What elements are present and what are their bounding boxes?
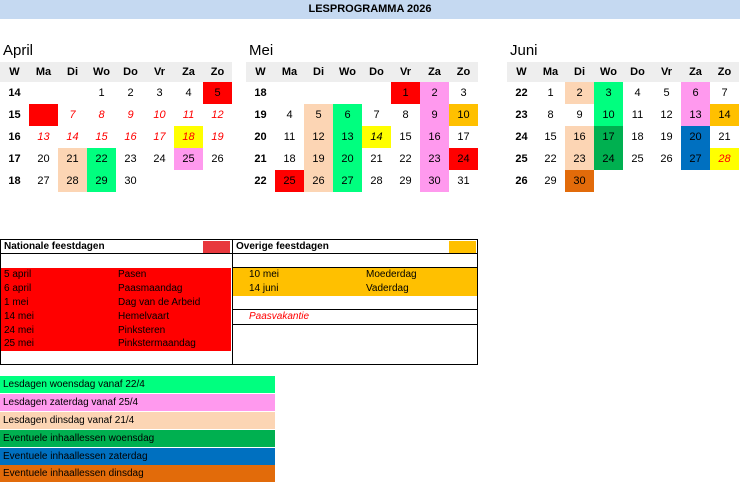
page-title: LESPROGRAMMA 2026 [0, 0, 740, 19]
weekday-header: Di [304, 62, 333, 82]
day-cell: 3 [594, 82, 623, 104]
day-cell: 16 [124, 131, 137, 143]
day-cell: 27 [681, 148, 710, 170]
day-cell: 5 [203, 82, 232, 104]
week-row [246, 126, 478, 148]
note-row [233, 309, 477, 325]
day-cell: 13 [681, 104, 710, 126]
week-number: 25 [515, 153, 528, 165]
week-row [0, 170, 232, 192]
weekday-header: Di [565, 62, 594, 82]
day-cell: 23 [124, 153, 137, 165]
week-number: 26 [515, 175, 528, 187]
holiday-date: 25 mei [4, 338, 35, 349]
holiday-name: Moederdag [366, 269, 417, 280]
holiday-date: 14 juni [249, 283, 279, 294]
day-cell: 14 [710, 104, 739, 126]
weekday-header: Wo [333, 62, 362, 82]
day-cell: 4 [185, 87, 192, 99]
weekday-header: Do [623, 62, 652, 82]
day-cell [681, 170, 710, 192]
day-cell: 17 [153, 131, 166, 143]
week-row [507, 170, 739, 192]
day-cell [304, 82, 333, 104]
day-cell: 7 [373, 109, 380, 121]
calendar-table [246, 62, 478, 192]
day-cell: 21 [58, 148, 87, 170]
day-cell: 17 [594, 126, 623, 148]
day-cell [623, 170, 652, 192]
weekday-header: Vr [391, 62, 420, 82]
national-holidays-box [1, 240, 233, 364]
holiday-date: 10 mei [249, 269, 280, 280]
weekday-header: Za [174, 62, 203, 82]
day-cell: 2 [420, 82, 449, 104]
weekday-header: Za [681, 62, 710, 82]
day-cell: 1 [547, 87, 554, 99]
weekday-header-row [0, 62, 232, 82]
day-cell: 11 [182, 109, 195, 121]
week-row [246, 170, 478, 192]
legend-item: Lesdagen dinsdag vanaf 21/4 [0, 412, 275, 429]
day-cell: 19 [660, 131, 673, 143]
day-cell: 12 [660, 109, 673, 121]
week-number: 15 [8, 109, 21, 121]
day-cell: 29 [87, 170, 116, 192]
day-cell: 6 [681, 82, 710, 104]
weekday-header: W [246, 62, 275, 82]
day-cell: 24 [594, 148, 623, 170]
day-cell: 5 [663, 87, 670, 99]
holiday-name: Paasmaandag [118, 283, 183, 294]
holiday-date: 24 mei [4, 325, 35, 336]
day-cell: 19 [211, 131, 224, 143]
national-holidays-swatch [203, 241, 230, 253]
holiday-date: 6 april [4, 283, 32, 294]
week-number: 21 [254, 153, 267, 165]
month-juni [507, 40, 739, 192]
weekday-header: Do [116, 62, 145, 82]
day-cell: 20 [333, 148, 362, 170]
day-cell: 15 [399, 131, 412, 143]
day-cell: 12 [211, 109, 224, 121]
day-cell: 8 [402, 109, 409, 121]
day-cell: 28 [370, 175, 383, 187]
weekday-header: W [0, 62, 29, 82]
day-cell: 22 [399, 153, 412, 165]
day-cell: 28 [58, 170, 87, 192]
week-number: 16 [8, 131, 21, 143]
day-cell: 26 [211, 153, 224, 165]
week-row [507, 126, 739, 148]
day-cell: 12 [304, 126, 333, 148]
day-cell: 15 [544, 131, 557, 143]
day-cell: 17 [457, 131, 470, 143]
day-cell: 31 [457, 175, 470, 187]
holiday-name: Vaderdag [366, 283, 409, 294]
month-name: April [3, 42, 34, 59]
day-cell [29, 82, 58, 104]
day-cell: 13 [333, 126, 362, 148]
week-number: 23 [515, 109, 528, 121]
day-cell: 30 [420, 170, 449, 192]
weekday-header: Di [58, 62, 87, 82]
day-cell: 5 [304, 104, 333, 126]
day-cell: 7 [69, 109, 76, 121]
day-cell: 25 [174, 148, 203, 170]
day-cell [333, 82, 362, 104]
holiday-name: Pinksteren [118, 325, 166, 336]
week-row [507, 148, 739, 170]
day-cell: 10 [153, 109, 166, 121]
day-cell [275, 82, 304, 104]
weekday-header: Zo [449, 62, 478, 82]
holiday-date: 14 mei [4, 311, 35, 322]
easter-break-note: Paasvakantie [249, 311, 310, 322]
week-number: 14 [8, 87, 21, 99]
day-cell: 21 [370, 153, 383, 165]
day-cell: 14 [66, 131, 79, 143]
weekday-header: Wo [87, 62, 116, 82]
legend-item: Lesdagen zaterdag vanaf 25/4 [0, 394, 275, 411]
week-row [507, 82, 739, 104]
holiday-date: 5 april [4, 269, 32, 280]
holiday-name: Pasen [118, 269, 147, 280]
day-cell: 10 [594, 104, 623, 126]
week-number: 22 [254, 175, 267, 187]
day-cell: 18 [283, 153, 296, 165]
day-cell: 23 [420, 148, 449, 170]
day-cell: 25 [631, 153, 644, 165]
day-cell: 16 [565, 126, 594, 148]
day-cell: 11 [631, 109, 644, 121]
day-cell: 9 [420, 104, 449, 126]
week-row [246, 82, 478, 104]
month-april [0, 40, 232, 192]
day-cell: 26 [660, 153, 673, 165]
other-holidays-list [233, 268, 477, 296]
day-cell: 15 [95, 131, 108, 143]
legend-item: Eventuele inhaallessen zaterdag [0, 448, 275, 465]
day-cell: 9 [127, 109, 134, 121]
day-cell [145, 170, 174, 192]
day-cell: 23 [565, 148, 594, 170]
month-name: Juni [510, 42, 538, 59]
day-cell: 29 [544, 175, 557, 187]
national-holidays-title: Nationale feestdagen [1, 240, 232, 254]
day-cell: 22 [544, 153, 557, 165]
day-cell: 28 [710, 148, 739, 170]
weekday-header: Wo [594, 62, 623, 82]
week-number: 22 [515, 87, 528, 99]
weekday-header-row [507, 62, 739, 82]
day-cell: 20 [681, 126, 710, 148]
day-cell: 7 [721, 87, 728, 99]
day-cell: 20 [37, 153, 50, 165]
week-row [0, 148, 232, 170]
day-cell: 21 [718, 131, 731, 143]
day-cell: 14 [362, 126, 391, 148]
week-number: 19 [254, 109, 267, 121]
holiday-name: Pinkstermaandag [118, 338, 196, 349]
day-cell: 2 [127, 87, 134, 99]
other-holidays-title: Overige feestdagen [233, 240, 477, 254]
week-number: 20 [254, 131, 267, 143]
week-row [507, 104, 739, 126]
day-cell: 27 [333, 170, 362, 192]
day-cell [58, 82, 87, 104]
day-cell [174, 170, 203, 192]
day-cell: 11 [283, 131, 296, 143]
day-cell: 3 [460, 87, 467, 99]
weekday-header: Ma [29, 62, 58, 82]
day-cell: 4 [286, 109, 293, 121]
day-cell [594, 170, 623, 192]
day-cell [203, 170, 232, 192]
day-cell: 18 [631, 131, 644, 143]
weekday-header-row [246, 62, 478, 82]
weekday-header: Ma [275, 62, 304, 82]
week-number: 18 [8, 175, 21, 187]
weekday-header: Zo [710, 62, 739, 82]
holiday-date: 1 mei [4, 297, 29, 308]
day-cell: 4 [634, 87, 641, 99]
holidays-panel [0, 239, 478, 365]
holiday-name: Hemelvaart [118, 311, 170, 322]
other-holidays-spacer [233, 254, 477, 268]
day-cell: 30 [565, 170, 594, 192]
day-cell: 8 [98, 109, 105, 121]
legend-item: Eventuele inhaallessen woensdag [0, 430, 275, 447]
week-number: 18 [254, 87, 267, 99]
day-cell: 19 [304, 148, 333, 170]
weekday-header: Vr [145, 62, 174, 82]
calendar-table [0, 62, 232, 192]
week-row [246, 104, 478, 126]
day-cell [362, 82, 391, 104]
day-cell: 26 [304, 170, 333, 192]
weekday-header: Zo [203, 62, 232, 82]
week-row [0, 104, 232, 126]
day-cell: 3 [156, 87, 163, 99]
week-number: 24 [515, 131, 528, 143]
weekday-header: W [507, 62, 536, 82]
day-cell: 24 [449, 148, 478, 170]
legend-item: Eventuele inhaallessen dinsdag [0, 465, 275, 482]
day-cell: 2 [565, 82, 594, 104]
weekday-header: Do [362, 62, 391, 82]
week-row [0, 126, 232, 148]
day-cell: 10 [449, 104, 478, 126]
day-cell: 22 [87, 148, 116, 170]
legend-item: Lesdagen woensdag vanaf 22/4 [0, 376, 275, 393]
day-cell: 16 [420, 126, 449, 148]
month-mei [246, 40, 478, 192]
month-name: Mei [249, 42, 274, 59]
week-number: 17 [8, 153, 21, 165]
day-cell: 1 [391, 82, 420, 104]
day-cell: 30 [124, 175, 137, 187]
day-cell: 27 [37, 175, 50, 187]
day-cell: 6 [333, 104, 362, 126]
week-row [246, 148, 478, 170]
weekday-header: Vr [652, 62, 681, 82]
day-cell: 13 [37, 131, 50, 143]
day-cell: 29 [399, 175, 412, 187]
weekday-header: Za [420, 62, 449, 82]
week-row [0, 82, 232, 104]
weekday-header: Ma [536, 62, 565, 82]
day-cell: 24 [153, 153, 166, 165]
day-cell: 9 [576, 109, 583, 121]
national-holidays-list [1, 268, 231, 351]
holiday-name: Dag van de Arbeid [118, 297, 201, 308]
day-cell [652, 170, 681, 192]
day-cell [710, 170, 739, 192]
day-cell: 18 [174, 126, 203, 148]
day-cell: 1 [98, 87, 105, 99]
calendar-table [507, 62, 739, 192]
day-cell: 25 [275, 170, 304, 192]
day-cell: 8 [547, 109, 554, 121]
day-cell [29, 104, 58, 126]
other-holidays-swatch [449, 241, 476, 253]
